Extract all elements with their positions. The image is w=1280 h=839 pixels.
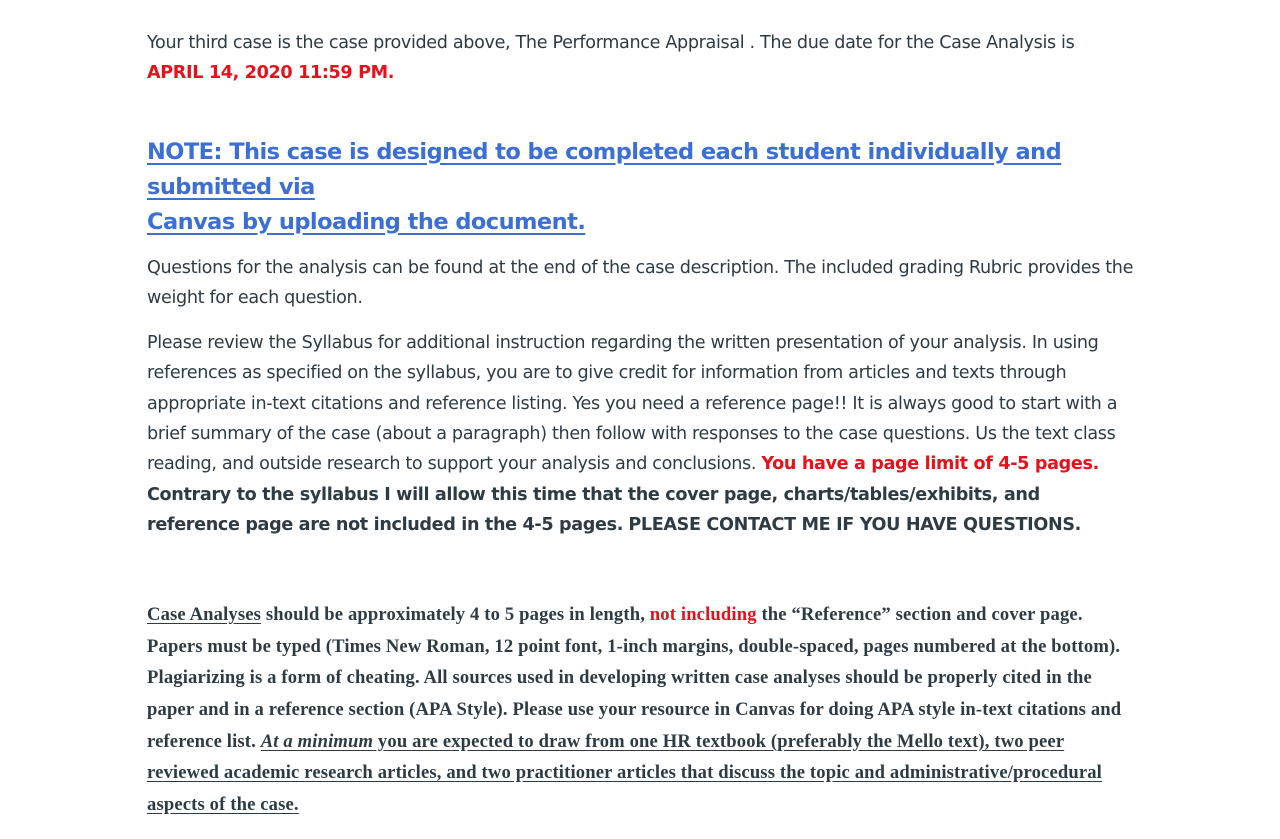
review-text: Please review the Syllabus for additional instruction regarding the written presentation of your analysis. In using references as specified on the syllabus, you are to give credit for information from articles and texts through appropriate in-text citations and reference listing. Yes you need a reference page!! It is always good to start with a brief summary of the case (about a paragraph) then follow with responses to the case questions. Us the text class reading, and outside research to support your analysis and conclusions. [147,333,1118,475]
case-analyses-text2: the “Reference” section and cover page. Papers must be typed (Times New Roman, 12 point font, 1-inch margins, double-spaced, pages numbered at the bottom). Plagiarizing is a form of cheating. All sources used in developing written case analyses should be properly cited in the paper and in a reference section (APA Style). Please use your resource in Canvas for doing APA style in-text citations and reference list. [147,604,1122,752]
page-limit: You have a page limit of 4-5 pages. [761,454,1099,475]
note-line1[interactable]: This case is designed to be completed each student individually and submitted via [147,138,1062,200]
case-analyses-text1: should be approximately 4 to 5 pages in length, [261,604,650,626]
case-analyses-title: Case Analyses [147,604,262,626]
at-a-minimum: At a minimum [260,730,374,752]
not-including: not including [649,604,757,626]
expected-sources: you are expected to draw from one HR textbook (preferably the Mello text), two peer reviewed academic research articles, and two practitioner articles that discuss the topic and administrative/procedural aspects of the case. [147,730,1102,815]
due-date: APRIL 14, 2020 11:59 PM. [147,63,395,84]
note-line2[interactable]: Canvas by uploading the document. [147,208,586,235]
questions-paragraph: Questions for the analysis can be found at the end of the case description. The included grading Rubric provides the weight for each question. [147,257,1134,308]
assignment-content [147,28,1137,839]
contrary-text: Contrary to the syllabus I will allow this time that the cover page, charts/tables/exhibits, and reference page are not included in the 4-5 pages. [147,484,1040,535]
review-paragraph [147,328,1137,540]
case-analyses-paragraph [147,599,1137,820]
contact-text: PLEASE CONTACT ME IF YOU HAVE QUESTIONS. [628,514,1081,535]
note-label[interactable]: NOTE: [147,138,222,165]
intro-text: Your third case is the case provided above, The Performance Appraisal . The due date for the Case Analysis is [147,33,1075,53]
note-heading[interactable] [147,135,1137,240]
intro-paragraph [147,28,1137,89]
